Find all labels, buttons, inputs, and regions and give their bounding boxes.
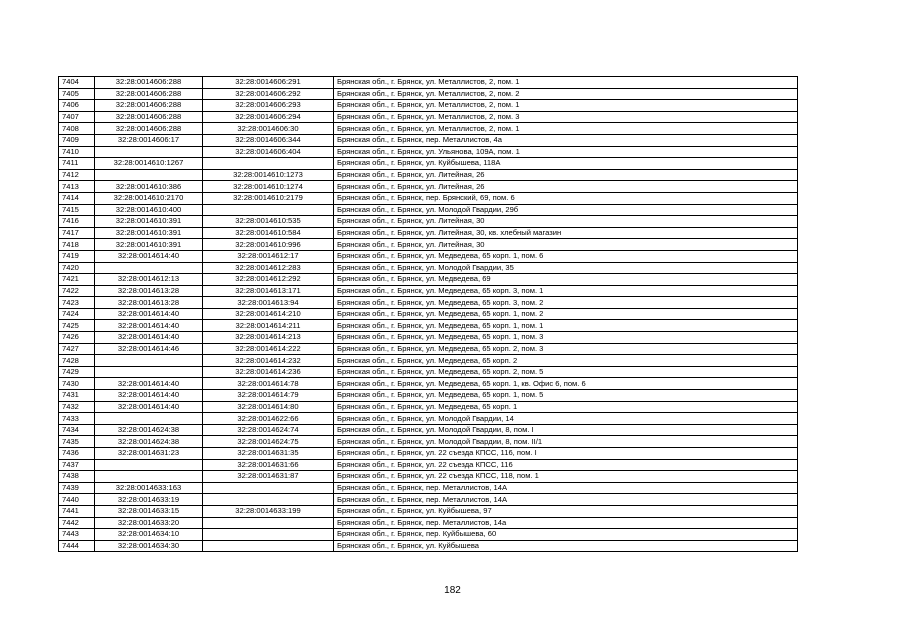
object-cadastral-number-cell: 32:28:0014622:66 [203, 413, 334, 425]
land-cadastral-number-cell: 32:28:0014606:288 [95, 100, 203, 112]
row-number-cell: 7422 [59, 285, 95, 297]
address-cell: Брянская обл., г. Брянск, ул. Медведева, 65 корп. 3, пом. 2 [334, 297, 798, 309]
table-row [59, 204, 798, 216]
row-number-cell: 7429 [59, 366, 95, 378]
row-number-cell: 7438 [59, 471, 95, 483]
object-cadastral-number-cell [203, 482, 334, 494]
row-number-cell: 7411 [59, 158, 95, 170]
address-cell: Брянская обл., г. Брянск, ул. Литейная, 30 [334, 216, 798, 228]
table-row [59, 459, 798, 471]
land-cadastral-number-cell: 32:28:0014614:40 [95, 320, 203, 332]
table-row [59, 88, 798, 100]
row-number-cell: 7437 [59, 459, 95, 471]
land-cadastral-number-cell: 32:28:0014614:40 [95, 308, 203, 320]
object-cadastral-number-cell: 32:28:0014614:232 [203, 355, 334, 367]
object-cadastral-number-cell: 32:28:0014614:213 [203, 332, 334, 344]
table-row [59, 529, 798, 541]
land-cadastral-number-cell: 32:28:0014614:40 [95, 250, 203, 262]
row-number-cell: 7433 [59, 413, 95, 425]
address-cell: Брянская обл., г. Брянск, ул. Медведева, 65 корп. 1 [334, 401, 798, 413]
address-cell: Брянская обл., г. Брянск, пер. Металлистов, 14а [334, 517, 798, 529]
land-cadastral-number-cell [95, 355, 203, 367]
row-number-cell: 7409 [59, 134, 95, 146]
address-cell: Брянская обл., г. Брянск, ул. Металлистов, 2, пом. 1 [334, 123, 798, 135]
land-cadastral-number-cell: 32:28:0014614:40 [95, 332, 203, 344]
object-cadastral-number-cell: 32:28:0014610:584 [203, 227, 334, 239]
object-cadastral-number-cell: 32:28:0014610:535 [203, 216, 334, 228]
object-cadastral-number-cell: 32:28:0014614:79 [203, 390, 334, 402]
table-row [59, 216, 798, 228]
row-number-cell: 7431 [59, 390, 95, 402]
row-number-cell: 7420 [59, 262, 95, 274]
land-cadastral-number-cell [95, 366, 203, 378]
table-row [59, 366, 798, 378]
address-cell: Брянская обл., г. Брянск, ул. Медведева, 65 корп. 1, пом. 6 [334, 250, 798, 262]
row-number-cell: 7425 [59, 320, 95, 332]
row-number-cell: 7434 [59, 424, 95, 436]
object-cadastral-number-cell: 32:28:0014614:211 [203, 320, 334, 332]
row-number-cell: 7426 [59, 332, 95, 344]
land-cadastral-number-cell: 32:28:0014610:391 [95, 227, 203, 239]
address-cell: Брянская обл., г. Брянск, ул. Куйбышева, 97 [334, 505, 798, 517]
table-row [59, 355, 798, 367]
cadastral-table [58, 76, 798, 552]
row-number-cell: 7405 [59, 88, 95, 100]
land-cadastral-number-cell: 32:28:0014633:15 [95, 505, 203, 517]
table-row [59, 517, 798, 529]
table-row [59, 100, 798, 112]
table-row [59, 343, 798, 355]
row-number-cell: 7435 [59, 436, 95, 448]
table-row [59, 77, 798, 89]
table-row [59, 250, 798, 262]
land-cadastral-number-cell: 32:28:0014624:38 [95, 424, 203, 436]
address-cell: Брянская обл., г. Брянск, ул. Молодой Гвардии, 35 [334, 262, 798, 274]
address-cell: Брянская обл., г. Брянск, пер. Металлистов, 4а [334, 134, 798, 146]
land-cadastral-number-cell: 32:28:0014614:46 [95, 343, 203, 355]
address-cell: Брянская обл., г. Брянск, ул. Молодой Гвардии, 14 [334, 413, 798, 425]
row-number-cell: 7436 [59, 448, 95, 460]
address-cell: Брянская обл., г. Брянск, ул. Медведева, 65 корп. 1, пом. 3 [334, 332, 798, 344]
table-row [59, 320, 798, 332]
row-number-cell: 7432 [59, 401, 95, 413]
land-cadastral-number-cell [95, 169, 203, 181]
table-row [59, 448, 798, 460]
land-cadastral-number-cell: 32:28:0014610:386 [95, 181, 203, 193]
land-cadastral-number-cell: 32:28:0014633:19 [95, 494, 203, 506]
row-number-cell: 7428 [59, 355, 95, 367]
page-number: 182 [444, 585, 461, 596]
object-cadastral-number-cell: 32:28:0014631:35 [203, 448, 334, 460]
row-number-cell: 7444 [59, 540, 95, 552]
row-number-cell: 7417 [59, 227, 95, 239]
address-cell: Брянская обл., г. Брянск, ул. 22 съезда КПСС, 118, пом. 1 [334, 471, 798, 483]
object-cadastral-number-cell: 32:28:0014610:1274 [203, 181, 334, 193]
table-row [59, 227, 798, 239]
land-cadastral-number-cell: 32:28:0014613:28 [95, 285, 203, 297]
object-cadastral-number-cell: 32:28:0014614:78 [203, 378, 334, 390]
address-cell: Брянская обл., г. Брянск, пер. Брянский, 69, пом. 6 [334, 192, 798, 204]
object-cadastral-number-cell [203, 204, 334, 216]
row-number-cell: 7408 [59, 123, 95, 135]
table-row [59, 471, 798, 483]
row-number-cell: 7439 [59, 482, 95, 494]
table-row [59, 262, 798, 274]
land-cadastral-number-cell: 32:28:0014606:288 [95, 88, 203, 100]
object-cadastral-number-cell: 32:28:0014606:293 [203, 100, 334, 112]
object-cadastral-number-cell: 32:28:0014610:2179 [203, 192, 334, 204]
table-row [59, 390, 798, 402]
land-cadastral-number-cell [95, 146, 203, 158]
row-number-cell: 7430 [59, 378, 95, 390]
table-row [59, 181, 798, 193]
land-cadastral-number-cell: 32:28:0014610:2170 [95, 192, 203, 204]
table-row [59, 540, 798, 552]
address-cell: Брянская обл., г. Брянск, ул. 22 съезда КПСС, 116 [334, 459, 798, 471]
row-number-cell: 7412 [59, 169, 95, 181]
table-row [59, 436, 798, 448]
land-cadastral-number-cell: 32:28:0014610:391 [95, 216, 203, 228]
row-number-cell: 7440 [59, 494, 95, 506]
table-row [59, 505, 798, 517]
address-cell: Брянская обл., г. Брянск, ул. Медведева, 69 [334, 274, 798, 286]
row-number-cell: 7415 [59, 204, 95, 216]
row-number-cell: 7410 [59, 146, 95, 158]
address-cell: Брянская обл., г. Брянск, ул. Металлистов, 2, пом. 2 [334, 88, 798, 100]
address-cell: Брянская обл., г. Брянск, ул. Медведева, 65 корп. 1, пом. 2 [334, 308, 798, 320]
row-number-cell: 7413 [59, 181, 95, 193]
row-number-cell: 7407 [59, 111, 95, 123]
row-number-cell: 7418 [59, 239, 95, 251]
table-body [59, 77, 798, 552]
object-cadastral-number-cell: 32:28:0014624:75 [203, 436, 334, 448]
object-cadastral-number-cell [203, 517, 334, 529]
object-cadastral-number-cell [203, 158, 334, 170]
row-number-cell: 7423 [59, 297, 95, 309]
object-cadastral-number-cell: 32:28:0014631:66 [203, 459, 334, 471]
address-cell: Брянская обл., г. Брянск, ул. Литейная, 30 [334, 239, 798, 251]
row-number-cell: 7424 [59, 308, 95, 320]
address-cell: Брянская обл., г. Брянск, ул. Медведева, 65 корп. 2, пом. 5 [334, 366, 798, 378]
row-number-cell: 7414 [59, 192, 95, 204]
table-row [59, 158, 798, 170]
table-row [59, 274, 798, 286]
address-cell: Брянская обл., г. Брянск, пер. Металлистов, 14А [334, 482, 798, 494]
land-cadastral-number-cell: 32:28:0014606:288 [95, 111, 203, 123]
row-number-cell: 7419 [59, 250, 95, 262]
object-cadastral-number-cell: 32:28:0014614:210 [203, 308, 334, 320]
address-cell: Брянская обл., г. Брянск, пер. Металлистов, 14А [334, 494, 798, 506]
table-row [59, 169, 798, 181]
object-cadastral-number-cell [203, 494, 334, 506]
land-cadastral-number-cell [95, 262, 203, 274]
address-cell: Брянская обл., г. Брянск, ул. Медведева, 65 корп. 1, пом. 5 [334, 390, 798, 402]
row-number-cell: 7441 [59, 505, 95, 517]
land-cadastral-number-cell: 32:28:0014614:40 [95, 401, 203, 413]
table-row [59, 494, 798, 506]
address-cell: Брянская обл., г. Брянск, ул. 22 съезда КПСС, 116, пом. I [334, 448, 798, 460]
object-cadastral-number-cell: 32:28:0014613:94 [203, 297, 334, 309]
object-cadastral-number-cell: 32:28:0014606:291 [203, 77, 334, 89]
address-cell: Брянская обл., г. Брянск, ул. Молодой Гвардии, 8, пом. I [334, 424, 798, 436]
address-cell: Брянская обл., г. Брянск, ул. Литейная, 30, кв. хлебный магазин [334, 227, 798, 239]
address-cell: Брянская обл., г. Брянск, ул. Куйбышева [334, 540, 798, 552]
land-cadastral-number-cell: 32:28:0014631:23 [95, 448, 203, 460]
land-cadastral-number-cell: 32:28:0014614:40 [95, 390, 203, 402]
address-cell: Брянская обл., г. Брянск, ул. Молодой Гвардии, 29б [334, 204, 798, 216]
object-cadastral-number-cell: 32:28:0014606:344 [203, 134, 334, 146]
land-cadastral-number-cell: 32:28:0014614:40 [95, 378, 203, 390]
address-cell: Брянская обл., г. Брянск, ул. Медведева, 65 корп. 3, пом. 1 [334, 285, 798, 297]
table-row [59, 192, 798, 204]
land-cadastral-number-cell [95, 471, 203, 483]
object-cadastral-number-cell: 32:28:0014606:294 [203, 111, 334, 123]
address-cell: Брянская обл., г. Брянск, пер. Куйбышева, 60 [334, 529, 798, 541]
table-row [59, 482, 798, 494]
object-cadastral-number-cell: 32:28:0014610:1273 [203, 169, 334, 181]
address-cell: Брянская обл., г. Брянск, ул. Медведева, 65 корп. 1, пом. 1 [334, 320, 798, 332]
object-cadastral-number-cell: 32:28:0014606:292 [203, 88, 334, 100]
object-cadastral-number-cell: 32:28:0014606:30 [203, 123, 334, 135]
object-cadastral-number-cell: 32:28:0014633:199 [203, 505, 334, 517]
land-cadastral-number-cell [95, 413, 203, 425]
object-cadastral-number-cell: 32:28:0014613:171 [203, 285, 334, 297]
table-row [59, 378, 798, 390]
table-row [59, 239, 798, 251]
row-number-cell: 7427 [59, 343, 95, 355]
table-row [59, 308, 798, 320]
table-row [59, 146, 798, 158]
address-cell: Брянская обл., г. Брянск, ул. Медведева, 65 корп. 1, кв. Офис 6, пом. 6 [334, 378, 798, 390]
object-cadastral-number-cell [203, 529, 334, 541]
object-cadastral-number-cell: 32:28:0014624:74 [203, 424, 334, 436]
address-cell: Брянская обл., г. Брянск, ул. Литейная, 26 [334, 181, 798, 193]
address-cell: Брянская обл., г. Брянск, ул. Литейная, 26 [334, 169, 798, 181]
land-cadastral-number-cell: 32:28:0014610:1267 [95, 158, 203, 170]
land-cadastral-number-cell: 32:28:0014610:400 [95, 204, 203, 216]
table-row [59, 123, 798, 135]
land-cadastral-number-cell: 32:28:0014634:30 [95, 540, 203, 552]
address-cell: Брянская обл., г. Брянск, ул. Металлистов, 2, пом. 3 [334, 111, 798, 123]
land-cadastral-number-cell [95, 459, 203, 471]
land-cadastral-number-cell: 32:28:0014633:163 [95, 482, 203, 494]
table-row [59, 401, 798, 413]
object-cadastral-number-cell: 32:28:0014612:283 [203, 262, 334, 274]
land-cadastral-number-cell: 32:28:0014634:10 [95, 529, 203, 541]
land-cadastral-number-cell: 32:28:0014606:17 [95, 134, 203, 146]
land-cadastral-number-cell: 32:28:0014612:13 [95, 274, 203, 286]
address-cell: Брянская обл., г. Брянск, ул. Медведева, 65 корп. 2 [334, 355, 798, 367]
address-cell: Брянская обл., г. Брянск, ул. Ульянова, 109А, пом. 1 [334, 146, 798, 158]
row-number-cell: 7421 [59, 274, 95, 286]
object-cadastral-number-cell: 32:28:0014614:80 [203, 401, 334, 413]
row-number-cell: 7442 [59, 517, 95, 529]
object-cadastral-number-cell: 32:28:0014612:292 [203, 274, 334, 286]
table-row [59, 424, 798, 436]
land-cadastral-number-cell: 32:28:0014606:288 [95, 77, 203, 89]
table-row [59, 297, 798, 309]
table-row [59, 413, 798, 425]
address-cell: Брянская обл., г. Брянск, ул. Молодой Гвардии, 8, пом. II/1 [334, 436, 798, 448]
land-cadastral-number-cell: 32:28:0014633:20 [95, 517, 203, 529]
table-row [59, 332, 798, 344]
object-cadastral-number-cell: 32:28:0014614:236 [203, 366, 334, 378]
table-row [59, 134, 798, 146]
object-cadastral-number-cell: 32:28:0014610:996 [203, 239, 334, 251]
land-cadastral-number-cell: 32:28:0014613:28 [95, 297, 203, 309]
table-row [59, 111, 798, 123]
row-number-cell: 7406 [59, 100, 95, 112]
table-row [59, 285, 798, 297]
row-number-cell: 7404 [59, 77, 95, 89]
row-number-cell: 7443 [59, 529, 95, 541]
land-cadastral-number-cell: 32:28:0014624:38 [95, 436, 203, 448]
address-cell: Брянская обл., г. Брянск, ул. Металлистов, 2, пом. 1 [334, 77, 798, 89]
land-cadastral-number-cell: 32:28:0014610:391 [95, 239, 203, 251]
object-cadastral-number-cell: 32:28:0014606:404 [203, 146, 334, 158]
address-cell: Брянская обл., г. Брянск, ул. Металлистов, 2, пом. 1 [334, 100, 798, 112]
address-cell: Брянская обл., г. Брянск, ул. Куйбышева, 118А [334, 158, 798, 170]
object-cadastral-number-cell: 32:28:0014612:17 [203, 250, 334, 262]
row-number-cell: 7416 [59, 216, 95, 228]
object-cadastral-number-cell [203, 540, 334, 552]
object-cadastral-number-cell: 32:28:0014614:222 [203, 343, 334, 355]
land-cadastral-number-cell: 32:28:0014606:288 [95, 123, 203, 135]
object-cadastral-number-cell: 32:28:0014631:87 [203, 471, 334, 483]
address-cell: Брянская обл., г. Брянск, ул. Медведева, 65 корп. 2, пом. 3 [334, 343, 798, 355]
